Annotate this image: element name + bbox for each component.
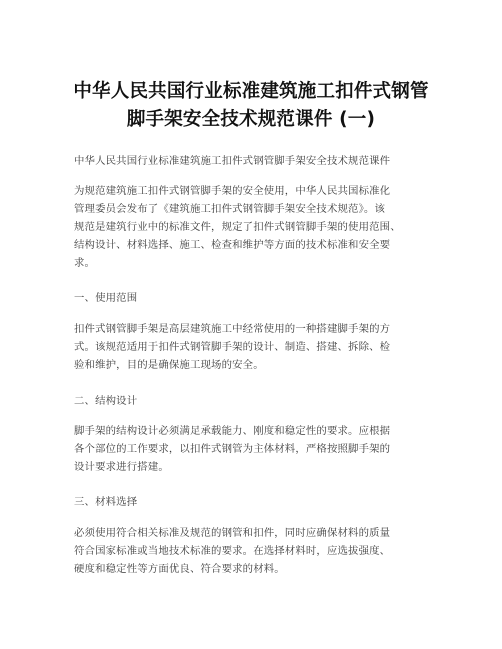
section-heading-materials: 三、材料选择	[74, 496, 138, 508]
document-subtitle: 中华人民共国行业标准建筑施工扣件式钢管脚手架安全技术规范课件	[74, 155, 391, 167]
section-paragraph-line: 设计要求进行搭建。	[74, 461, 169, 473]
section-paragraph-line: 符合国家标准或当地技术标准的要求。在选择材料时，应选拔强度、	[74, 545, 391, 557]
intro-line: 为规范建筑施工扣件式钢管脚手架的安全使用，中华人民共国标准化	[74, 185, 391, 197]
section-paragraph-line: 各个部位的工作要求，以扣件式钢管为主体材料，严格按照脚手架的	[74, 443, 391, 455]
section-paragraph-line: 式。该规范适用于扣件式钢管脚手架的设计、制造、搭建、拆除、检	[74, 341, 391, 353]
section-heading-structure: 二、结构设计	[74, 395, 138, 407]
section-paragraph-line: 脚手架的结构设计必须满足承载能力、刚度和稳定性的要求。应根据	[74, 425, 391, 437]
intro-line: 结构设计、材料选择、施工、检查和维护等方面的技术标准和安全要	[74, 239, 391, 251]
section-paragraph-line: 验和维护，目的是确保施工现场的安全。	[74, 359, 264, 371]
intro-line: 规范是建筑行业中的标准文件，规定了扣件式钢管脚手架的使用范围、	[74, 221, 401, 233]
intro-line: 管理委员会发布了《建筑施工扣件式钢管脚手架安全技术规范》。该	[74, 203, 386, 215]
document-title-line-1: 中华人民共国行业标准建筑施工扣件式钢管	[73, 81, 429, 102]
section-paragraph-line: 必须使用符合相关标准及规范的钢管和扣件，同时应确保材料的质量	[74, 527, 391, 539]
document-title-line-2: 脚手架安全技术规范课件 (一)	[126, 109, 376, 130]
section-paragraph-line: 硬度和稳定性等方面优良、符合要求的材料。	[74, 563, 285, 575]
section-heading-scope: 一、使用范围	[74, 292, 138, 304]
intro-line: 求。	[74, 257, 96, 269]
section-paragraph-line: 扣件式钢管脚手架是高层建筑施工中经常使用的一种搭建脚手架的方	[74, 323, 391, 335]
